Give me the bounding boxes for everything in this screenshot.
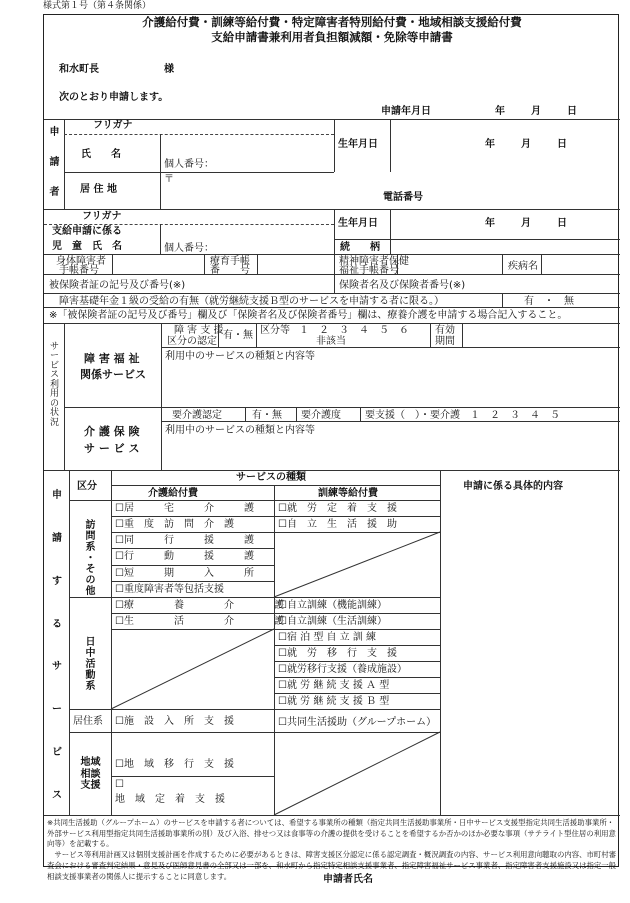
chiiki-item[interactable]: ☐地 域 移 行 支 援 [115, 759, 234, 770]
support-class-label-1: 障 害 支 援 [174, 325, 224, 336]
mayor-label: 和水町長 [59, 64, 99, 75]
welfare-service-label-1: 障 害 福 祉 [84, 352, 140, 365]
mental-cert-label-2: 福祉手帳番号 [339, 265, 399, 276]
disability-cert-label-2: 手帳番号 [59, 265, 99, 276]
application-form: 介護給付費・訓練等給付費・特定障害者特別給付費・地域相談支援給付費 支給申請書兼利用者負担額減額・免除等申請書 和水町長 様 次のとおり申請します。 申請年月日 年 月 日 申 請 者 フリガナ 氏 名 個人番号： 生年月日 年 月 日 居 住 地 〒 電話番号 フリガナ 支給申請に係る 児 童 氏 名 個人番号： 生年月日 年 月 日 続 柄 身体障害者 手帳番号 療育手帳 番 号 精神障害者保健 福祉手帳番号 疾病名 被保険者証の記号及び番号(※) 保険者名及び保険者番号(※) 障害基礎年金１級の受給の有無（就労継続支援Ｂ型のサービスを申請する者に限る。） 有 ・ 無 ※「被保険者証の記号及び番号」欄及び「保険者名及び保険者番号」欄は、療養介護を申請する場合記入すること。 サ ー ビ ス 利 用 の 状 況 障 害 福 祉 関係サービス 障 害 支 援 区分の認定 有・無 区分等 １ ２ ３ ４ ５ ６ 非該当 有効 期間 利用中のサービスの種類と内容等 介 護 保 険 サ ー ビ ス 要介護認定 有・無 要介護度 要支援（ ）・要介護 １ ２ ３ ４ ５ 利用中のサービスの種類と内容等 申 請 す る サ ー ビ ス 区分 サービスの種類 介護給付費 訓練等給付費 申請に係る具体的内容 訪 問 系 ・ そ の 他 ☐居 宅 介 護 ☐重 度 訪 問 介 護 ☐同 行 援 護 ☐行 動 援 護 ☐短 期 入 所 ☐重度障害者等包括支援 ☐就 労 定 着 支 援 ☐自 立 生 活 援 助 日 中 活 動 系 ☐療 養 介 護 ☐生 活 介 護 ☐自立訓練（機能訓練） ☐自立訓練（生活訓練） ☐宿 泊 型 自 立 訓 練 ☐就 労 移 行 支 援 ☐就労移行支援（養成施設） ☐就 労 継 続 支 援 Ａ 型 ☐就 労 継 続 支 援 Ｂ 型 居住系 ☐施 設 入 所 支 援 ☐共同生活援助（グループホーム） 地域 相談 支援 ☐地 域 移 行 支 援 ☐ 地 域 定 着 支 援 ※共同生活援助（グループホーム）のサービスを申請する者については、希望する事業所の種類（指定共同生活援助事業所・日中サービス支援型指定共同生活援助事業所・外部サービス利用型指定共同生活援助事業所の別）及び入浴、排せつ又は食事等の介護の提供を受けることを希望するか否かのほか必要な事項（サテライト型住居の利用意向等）を記載する。 サービス等利用計画又は個別支援計画を作成するために必要があるときは、障害支援区分認定に係る認定調査・概況調査の内容、サービス利用意向聴取の内容、市町村審査会における審査判定結果・意見及び医師意見書の全部又は一部を、和水町から指定特定相談支援事業者、指定障害福祉サービス事業者、指定障害者支援施設又は指定一般相談支援事業者の関係人に提示することに同意します。 [43, 14, 619, 867]
child-name-label-1: 支給申請に係る [52, 226, 122, 237]
support-class-yesno[interactable]: 有・無 [223, 330, 253, 341]
care-insurance-label-2: サ ー ビ ス [84, 442, 140, 455]
pension-answer[interactable]: 有 ・ 無 [524, 296, 574, 307]
applicant-birth-label: 生年月日 [338, 139, 378, 150]
form-title-line1: 介護給付費・訓練等給付費・特定障害者特別給付費・地域相談支援給付費 [142, 15, 522, 29]
welfare-using-detail: 利用中のサービスの種類と内容等 [165, 351, 315, 362]
usage-side-label: サ ー ビ ス 利 用 の 状 況 [49, 342, 59, 428]
disease-label: 疾病名 [508, 261, 538, 272]
kunren-header: 訓練等給付費 [318, 488, 378, 499]
footnote-grouphome: ※共同生活援助（グループホーム）のサービスを申請する者については、希望する事業所の種類（指定共同生活援助事業所・日中サービス支援型指定共同生活援助事業所・外部サービス利用型指定共同生活援助事業所の別）及び入浴、排せつ又は食事等の介護の提供を受けることを希望するか否かのほか必要な事項（サテライト型住居の利用意向等）を記載する。 [47, 818, 616, 849]
kunren-nicchu-item[interactable]: ☐自立訓練（機能訓練） [278, 600, 387, 611]
honorific: 様 [164, 64, 174, 75]
child-furigana-label: フリガナ [82, 211, 122, 222]
kunren-nicchu-item[interactable]: ☐就 労 移 行 支 援 [278, 648, 397, 659]
applicant-personal-number: 個人番号： [164, 159, 214, 170]
kunren-nicchu-item[interactable]: ☐自立訓練（生活訓練） [278, 616, 387, 627]
kaigo-homon-item[interactable]: ☐行 動 援 護 [115, 551, 254, 562]
kaigo-homon-item[interactable]: ☐重度障害者等包括支援 [115, 584, 224, 595]
address-label: 居 住 地 [80, 184, 117, 195]
valid-period-label-1: 有効 [435, 325, 455, 336]
ryoiku-label-1: 療育手帳 [210, 256, 250, 267]
grade-options[interactable]: １ ２ ３ ４ ５ ６ [299, 325, 409, 336]
applicant-name-label: 氏 名 [81, 149, 121, 160]
kaigo-nicchu-item[interactable]: ☐生 活 介 護 [115, 616, 284, 627]
mental-cert-label-1: 精神障害者保健 [339, 256, 409, 267]
care-cert-yesno[interactable]: 有・無 [252, 410, 282, 421]
care-cert-label: 要介護認定 [172, 410, 222, 421]
chiiki-checkbox[interactable]: ☐ [115, 779, 124, 790]
category-nicchu: 日 中 活 動 系 [85, 637, 96, 692]
footnote-consent: サービス等利用計画又は個別支援計画を作成するために必要があるときは、障害支援区分認定に係る認定調査・概況調査の内容、サービス利用意向聴取の内容、市町村審査会における審査判定結果・意見及び医師意見書の全部又は一部を、和水町から指定特定相談支援事業者、指定障害福祉サービス事業者、指定障害者支援施設又は指定一般相談支援事業者の関係人に提示することに同意します。 [47, 850, 617, 881]
care-degree-label: 要介護度 [301, 410, 341, 421]
form-number: 様式第１号（第４条関係） [43, 1, 152, 11]
footnotes [47, 818, 617, 882]
child-birth-label: 生年月日 [338, 218, 378, 229]
relation-label: 続 柄 [340, 242, 380, 253]
care-degree-options[interactable]: 要支援（ ）・要介護 １ ２ ３ ４ ５ [365, 410, 560, 421]
kunren-nicchu-item[interactable]: ☐就 労 継 続 支 援 Ａ 型 [278, 680, 390, 691]
kaigo-homon-item[interactable]: ☐居 宅 介 護 [115, 503, 254, 514]
kaigo-homon-item[interactable]: ☐短 期 入 所 [115, 568, 254, 579]
ryoiku-label-2: 番 号 [210, 265, 250, 276]
kunren-nicchu-item[interactable]: ☐就 労 継 続 支 援 Ｂ 型 [278, 696, 390, 707]
service-type-header: サービスの種類 [236, 472, 306, 483]
kubun-header: 区分 [77, 481, 97, 492]
signature-label: 申請者氏名 [323, 874, 373, 885]
welfare-service-label-2: 関係サービス [80, 368, 146, 381]
pension-question: 障害基礎年金１級の受給の有無（就労継続支援Ｂ型のサービスを申請する者に限る。） [59, 296, 444, 307]
kunren-kyoju-item[interactable]: ☐共同生活援助（グループホーム） [278, 717, 437, 728]
kunren-nicchu-item[interactable]: ☐就労移行支援（養成施設） [278, 664, 407, 675]
insured-number-label: 被保険者証の記号及び番号(※) [49, 280, 186, 291]
disability-cert-label-1: 身体障害者 [56, 256, 106, 267]
application-date-label: 申請年月日 [381, 106, 431, 117]
kunren-homon-item[interactable]: ☐就 労 定 着 支 援 [278, 503, 397, 514]
support-class-label-2: 区分の認定 [167, 336, 217, 347]
kaigo-homon-item[interactable]: ☐同 行 援 護 [115, 535, 254, 546]
category-chiiki: 地域 相談 支援 [80, 757, 101, 791]
form-title-line2: 支給申請書兼利用者負担額減額・免除等申請書 [211, 30, 453, 44]
kaigo-header: 介護給付費 [148, 488, 198, 499]
child-name-label-2: 児 童 氏 名 [52, 241, 122, 252]
category-homon: 訪 問 系 ・ そ の 他 [85, 520, 96, 597]
not-applicable[interactable]: 非該当 [316, 336, 346, 347]
child-personal-number: 個人番号： [164, 243, 214, 254]
category-kyoju: 居住系 [73, 716, 103, 727]
insurer-label: 保険者名及び保険者番号(※) [339, 280, 466, 291]
kaigo-kyoju-item[interactable]: ☐施 設 入 所 支 援 [115, 716, 234, 727]
grade-label: 区分等 [260, 325, 290, 336]
furigana-label: フリガナ [93, 120, 133, 131]
services-side-label: 申 請 す る サ ー ビ ス [52, 490, 62, 801]
care-using-detail: 利用中のサービスの種類と内容等 [165, 425, 315, 436]
applicant-side-label: 申 請 者 [49, 127, 60, 198]
insurance-note: ※「被保険者証の記号及び番号」欄及び「保険者名及び保険者番号」欄は、療養介護を申請する場合記入すること。 [49, 310, 568, 321]
phone-label: 電話番号 [383, 192, 423, 203]
care-insurance-label-1: 介 護 保 険 [84, 425, 140, 438]
kunren-nicchu-item[interactable]: ☐宿 泊 型 自 立 訓 練 [278, 632, 377, 643]
postal-mark: 〒 [164, 174, 174, 185]
chiiki-item[interactable]: 地 域 定 着 支 援 [115, 794, 225, 805]
kaigo-homon-item[interactable]: ☐重 度 訪 問 介 護 [115, 519, 234, 530]
kaigo-nicchu-item[interactable]: ☐療 養 介 護 [115, 600, 284, 611]
kunren-homon-item[interactable]: ☐自 立 生 活 援 助 [278, 519, 397, 530]
detail-header: 申請に係る具体的内容 [463, 481, 563, 492]
valid-period-label-2: 期間 [435, 336, 455, 347]
intro-text: 次のとおり申請します。 [59, 92, 169, 103]
